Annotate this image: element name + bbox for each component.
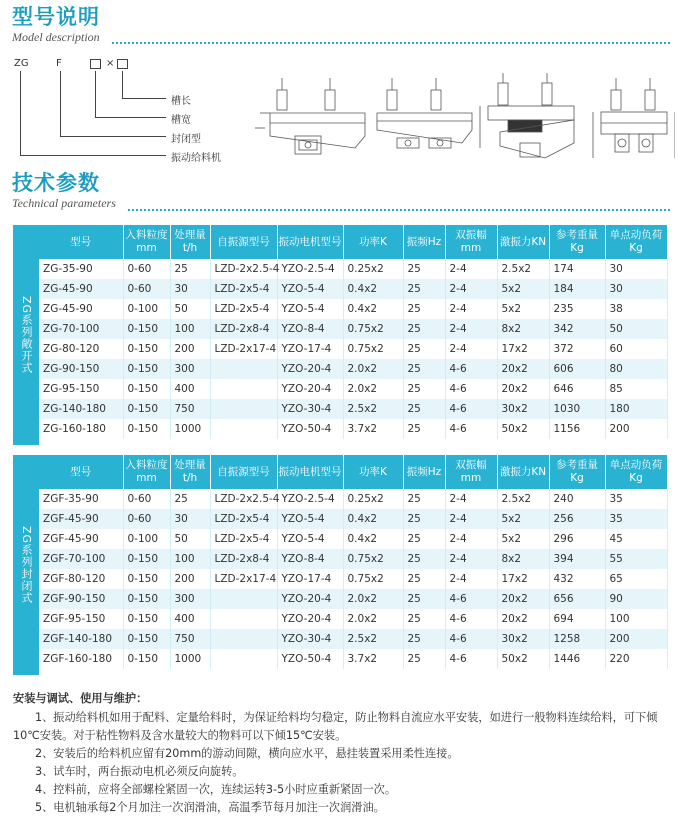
note-item: 1、振动给料机如用于配料、定量给料时，为保证给料均匀稳定，防止物料自流应水平安装，如进行一般物料连续给料，可下倾10℃安装。对于粘性物料及含水量较大的物料可以下倾15℃安装。	[13, 711, 658, 742]
table-cell: 394	[549, 549, 605, 569]
front-view-drawing-3	[480, 73, 574, 158]
table-cell: 300	[170, 589, 210, 609]
table-cell: 0-150	[123, 419, 170, 439]
table-cell: 100	[170, 549, 210, 569]
table-cell: 1446	[549, 649, 605, 669]
table-cell: 300	[170, 359, 210, 379]
table-cell: 656	[549, 589, 605, 609]
table-cell	[210, 629, 277, 649]
closed-type-table	[13, 455, 667, 675]
column-header: 入料粒度mm	[123, 225, 170, 259]
table-cell: 25	[403, 279, 445, 299]
table-cell: ZG-45-90	[39, 299, 123, 319]
table-cell: 0.75x2	[343, 549, 403, 569]
table-cell	[210, 419, 277, 439]
table-cell: 646	[549, 379, 605, 399]
column-header: 振动电机型号	[277, 225, 343, 259]
table-cell: 8x2	[497, 319, 549, 339]
table-cell: ZG-45-90	[39, 279, 123, 299]
table-cell: LZD-2x5-4	[210, 509, 277, 529]
table-cell: 200	[605, 629, 667, 649]
column-header: 单点动负荷Kg	[605, 225, 667, 259]
table-row	[39, 319, 667, 339]
table-row	[39, 399, 667, 419]
table-cell: 0-150	[123, 549, 170, 569]
table-cell: 30x2	[497, 399, 549, 419]
table-cell: LZD-2x2.5-4	[210, 489, 277, 509]
table-cell: 0-60	[123, 489, 170, 509]
table-cell: 2-4	[445, 259, 497, 279]
table-cell: ZGF-45-90	[39, 509, 123, 529]
table-header-row	[39, 455, 667, 489]
table-cell: ZGF-90-150	[39, 589, 123, 609]
table-cell: 25	[403, 609, 445, 629]
table-cell: YZO-5-4	[277, 279, 343, 299]
table-cell: 200	[170, 339, 210, 359]
table-cell: 80	[605, 359, 667, 379]
column-header: 激振力KN	[497, 225, 549, 259]
length-box	[117, 59, 128, 69]
table-cell: 25	[403, 629, 445, 649]
tech-section-header	[12, 170, 116, 210]
table-cell: 2.0x2	[343, 609, 403, 629]
table-cell: 4-6	[445, 419, 497, 439]
table-cell: 184	[549, 279, 605, 299]
table-row	[39, 509, 667, 529]
table-row	[39, 609, 667, 629]
table-row	[39, 569, 667, 589]
table-cell: LZD-2x8-4	[210, 549, 277, 569]
table-cell: 400	[170, 609, 210, 629]
tech-title: 技术参数	[12, 171, 100, 195]
table-cell: YZO-20-4	[277, 589, 343, 609]
table-row	[39, 589, 667, 609]
column-header: 参考重量Kg	[549, 455, 605, 489]
table-cell	[210, 379, 277, 399]
table-cell: 0.25x2	[343, 489, 403, 509]
table-cell: 432	[549, 569, 605, 589]
table-cell: 5x2	[497, 299, 549, 319]
table-row	[39, 299, 667, 319]
model-code-legend	[14, 58, 244, 164]
table-cell: 0-60	[123, 509, 170, 529]
table-cell: 372	[549, 339, 605, 359]
table-row	[39, 279, 667, 299]
table-cell: 0.25x2	[343, 259, 403, 279]
table-cell: 25	[403, 419, 445, 439]
table-cell: 750	[170, 399, 210, 419]
table-cell: 100	[170, 319, 210, 339]
table-cell: 0-150	[123, 399, 170, 419]
table-cell: 0-150	[123, 339, 170, 359]
table-cell: 2-4	[445, 339, 497, 359]
table-cell: 30x2	[497, 629, 549, 649]
table-cell: 25	[170, 489, 210, 509]
table-cell: ZG-35-90	[39, 259, 123, 279]
table-cell: YZO-30-4	[277, 399, 343, 419]
table-row	[39, 419, 667, 439]
table-cell: 0.75x2	[343, 569, 403, 589]
table-cell: 90	[605, 589, 667, 609]
table-cell: 4-6	[445, 379, 497, 399]
table-cell: 5x2	[497, 509, 549, 529]
table-cell: 256	[549, 509, 605, 529]
table-cell: 235	[549, 299, 605, 319]
table-cell: 17x2	[497, 339, 549, 359]
table-cell: 0-150	[123, 629, 170, 649]
table-row	[39, 339, 667, 359]
table-cell: 0-150	[123, 649, 170, 669]
table-cell: 50x2	[497, 649, 549, 669]
table-cell: 0-150	[123, 359, 170, 379]
table-cell: LZD-2x17-4	[210, 339, 277, 359]
table-cell: LZD-2x5-4	[210, 279, 277, 299]
divider	[128, 209, 670, 211]
table-cell: 50	[605, 319, 667, 339]
table-row	[39, 649, 667, 669]
table-cell: ZG-90-150	[39, 359, 123, 379]
table-cell: YZO-20-4	[277, 379, 343, 399]
side-view-drawing-2	[377, 78, 472, 148]
table-cell: ZGF-160-180	[39, 649, 123, 669]
table-cell: ZGF-140-180	[39, 629, 123, 649]
table-cell: 2.5x2	[343, 399, 403, 419]
table-cell: 50	[170, 299, 210, 319]
table-cell: 20x2	[497, 379, 549, 399]
table-cell: 400	[170, 379, 210, 399]
table-cell: ZG-95-150	[39, 379, 123, 399]
open-type-table	[13, 225, 667, 445]
table-cell: ZGF-80-120	[39, 569, 123, 589]
column-header: 处理量t/h	[170, 455, 210, 489]
installation-notes	[13, 690, 673, 817]
table-cell: 220	[605, 649, 667, 669]
table-cell: 25	[403, 359, 445, 379]
code-zg: ZG	[14, 58, 29, 69]
table-cell: 25	[403, 589, 445, 609]
note-item: 4、控料前，应将全部螺栓紧固一次，连续运转3-5小时应重新紧固一次。	[35, 783, 397, 796]
notes-title: 安装与调试、使用与维护：	[13, 692, 148, 705]
table-cell: 0-150	[123, 569, 170, 589]
table-cell	[210, 589, 277, 609]
table-cell: 0-150	[123, 589, 170, 609]
table-cell: 25	[403, 299, 445, 319]
legend-closed: 封闭型	[171, 134, 201, 145]
table-cell: 2.5x2	[343, 629, 403, 649]
feeder-drawings	[255, 68, 675, 168]
table-cell: 2.5x2	[497, 259, 549, 279]
table-cell: LZD-2x17-4	[210, 569, 277, 589]
table-cell: 5x2	[497, 279, 549, 299]
table-cell: 20x2	[497, 589, 549, 609]
table-cell: 8x2	[497, 549, 549, 569]
table-cell: YZO-5-4	[277, 509, 343, 529]
table1-side-label: ZG系列敞开式	[13, 225, 39, 445]
table-cell: 0.4x2	[343, 299, 403, 319]
column-header: 参考重量Kg	[549, 225, 605, 259]
table-cell: 2.0x2	[343, 359, 403, 379]
table-cell: 55	[605, 549, 667, 569]
table-cell: 2-4	[445, 319, 497, 339]
table-cell: 240	[549, 489, 605, 509]
table-cell: 25	[403, 399, 445, 419]
table-cell	[210, 649, 277, 669]
table-cell: YZO-5-4	[277, 299, 343, 319]
table-cell: YZO-50-4	[277, 419, 343, 439]
table-cell: 750	[170, 629, 210, 649]
table-cell: 100	[605, 609, 667, 629]
table-row	[39, 489, 667, 509]
legend-width: 槽宽	[171, 115, 191, 126]
table-cell: 3.7x2	[343, 419, 403, 439]
model-title: 型号说明	[12, 5, 100, 29]
table-cell: 25	[403, 509, 445, 529]
table-cell: 4-6	[445, 609, 497, 629]
table-row	[39, 549, 667, 569]
table-cell: 2.5x2	[497, 489, 549, 509]
note-item: 3、试车时，两台振动电机必须反向旋转。	[35, 765, 244, 778]
table-cell: 0-100	[123, 299, 170, 319]
column-header: 振频Hz	[403, 225, 445, 259]
column-header: 激振力KN	[497, 455, 549, 489]
column-header: 处理量t/h	[170, 225, 210, 259]
table-cell: 25	[403, 339, 445, 359]
table-cell: LZD-2x8-4	[210, 319, 277, 339]
table-cell: ZGF-70-100	[39, 549, 123, 569]
column-header: 振动电机型号	[277, 455, 343, 489]
table2-side-label: ZG系列封闭式	[13, 455, 39, 675]
model-subtitle: Model description	[12, 30, 100, 44]
table-cell: 2-4	[445, 569, 497, 589]
table-cell: 180	[605, 399, 667, 419]
table-cell: LZD-2x5-4	[210, 529, 277, 549]
table-cell: 1156	[549, 419, 605, 439]
table-cell: 2-4	[445, 299, 497, 319]
table-cell: 25	[170, 259, 210, 279]
table-cell: YZO-17-4	[277, 569, 343, 589]
table-cell: 25	[403, 259, 445, 279]
table-cell: 20x2	[497, 609, 549, 629]
table-cell: 0-100	[123, 529, 170, 549]
closed-type-spec-table	[39, 455, 668, 669]
table-cell: 30	[605, 279, 667, 299]
table-cell: 20x2	[497, 359, 549, 379]
table-cell: YZO-8-4	[277, 549, 343, 569]
table-cell: YZO-20-4	[277, 359, 343, 379]
column-header: 入料粒度mm	[123, 455, 170, 489]
table-row	[39, 379, 667, 399]
table-row	[39, 629, 667, 649]
table-cell: ZG-80-120	[39, 339, 123, 359]
open-type-spec-table	[39, 225, 668, 439]
table-cell: 0.4x2	[343, 509, 403, 529]
table-cell: 2-4	[445, 529, 497, 549]
tech-subtitle: Technical parameters	[12, 196, 116, 210]
note-item: 5、电机轴承每2个月加注一次润滑油，高温季节每月加注一次润滑油。	[35, 801, 385, 814]
table-cell: 4-6	[445, 649, 497, 669]
table-cell: 1000	[170, 419, 210, 439]
column-header: 型号	[39, 455, 123, 489]
table-cell: 2.0x2	[343, 379, 403, 399]
table-cell: YZO-2.5-4	[277, 489, 343, 509]
table-cell: 25	[403, 319, 445, 339]
divider	[112, 42, 670, 44]
table-cell: 25	[403, 489, 445, 509]
table-cell: ZG-140-180	[39, 399, 123, 419]
table-cell: 17x2	[497, 569, 549, 589]
model-section-header	[12, 4, 100, 44]
table-cell: 1000	[170, 649, 210, 669]
table-cell: 0.75x2	[343, 339, 403, 359]
table-cell: 1258	[549, 629, 605, 649]
table-cell: 2.0x2	[343, 589, 403, 609]
table-cell: YZO-30-4	[277, 629, 343, 649]
note-item: 2、安装后的给料机应留有20mm的游动间隙，横向应水平，悬挂装置采用柔性连接。	[35, 747, 459, 760]
table-cell: 65	[605, 569, 667, 589]
table-cell: 50	[170, 529, 210, 549]
table-cell	[210, 359, 277, 379]
table-cell: 2-4	[445, 509, 497, 529]
column-header: 振频Hz	[403, 455, 445, 489]
column-header: 功率K	[343, 455, 403, 489]
column-header: 自振源型号	[210, 455, 277, 489]
table-cell: 2-4	[445, 489, 497, 509]
table-cell: 0.4x2	[343, 279, 403, 299]
table-cell: 296	[549, 529, 605, 549]
column-header: 自振源型号	[210, 225, 277, 259]
table-cell: ZGF-45-90	[39, 529, 123, 549]
table-cell: 30	[170, 279, 210, 299]
table-cell: 200	[605, 419, 667, 439]
table-cell: 50x2	[497, 419, 549, 439]
column-header: 双振幅mm	[445, 455, 497, 489]
table-cell: 3.7x2	[343, 649, 403, 669]
table-cell: ZGF-35-90	[39, 489, 123, 509]
table-cell: YZO-17-4	[277, 339, 343, 359]
table-cell: ZG-160-180	[39, 419, 123, 439]
side-view-drawing-1	[255, 78, 365, 154]
table-cell: YZO-20-4	[277, 609, 343, 629]
table-cell: ZGF-95-150	[39, 609, 123, 629]
table-cell: 35	[605, 489, 667, 509]
table-row	[39, 359, 667, 379]
table-cell: 25	[403, 549, 445, 569]
table-cell: 0-150	[123, 319, 170, 339]
table-cell: 2-4	[445, 279, 497, 299]
table-row	[39, 259, 667, 279]
table-cell: 45	[605, 529, 667, 549]
table-cell: 5x2	[497, 529, 549, 549]
table-cell: 85	[605, 379, 667, 399]
column-header: 功率K	[343, 225, 403, 259]
table-cell: 25	[403, 379, 445, 399]
table-cell: YZO-5-4	[277, 529, 343, 549]
table-cell: 38	[605, 299, 667, 319]
table-cell	[210, 609, 277, 629]
table-cell: 1030	[549, 399, 605, 419]
code-f: F	[56, 58, 62, 69]
table-cell: 60	[605, 339, 667, 359]
table-cell: 0-60	[123, 259, 170, 279]
table-header-row	[39, 225, 667, 259]
table-cell: 4-6	[445, 359, 497, 379]
width-box	[90, 59, 101, 69]
table-cell: 694	[549, 609, 605, 629]
table-cell: 4-6	[445, 589, 497, 609]
front-view-drawing-4	[593, 78, 675, 158]
column-header: 单点动负荷Kg	[605, 455, 667, 489]
table-cell: LZD-2x5-4	[210, 299, 277, 319]
table-cell: 2-4	[445, 549, 497, 569]
table-cell: 200	[170, 569, 210, 589]
table-cell: 30	[605, 259, 667, 279]
table-cell: YZO-50-4	[277, 649, 343, 669]
table-cell: 30	[170, 509, 210, 529]
column-header: 双振幅mm	[445, 225, 497, 259]
table-cell: 342	[549, 319, 605, 339]
table-cell: 0-150	[123, 379, 170, 399]
table-cell: LZD-2x2.5-4	[210, 259, 277, 279]
table-cell: 35	[605, 509, 667, 529]
table-cell: 25	[403, 569, 445, 589]
table-cell	[210, 399, 277, 419]
table-cell: 174	[549, 259, 605, 279]
table-cell: 0-60	[123, 279, 170, 299]
table-cell: 0.4x2	[343, 529, 403, 549]
table-cell: 0-150	[123, 609, 170, 629]
table-cell: 0.75x2	[343, 319, 403, 339]
table-cell: YZO-8-4	[277, 319, 343, 339]
table-cell: YZO-2.5-4	[277, 259, 343, 279]
table-cell: 25	[403, 529, 445, 549]
legend-length: 槽长	[171, 96, 191, 107]
table-cell: 4-6	[445, 629, 497, 649]
table-cell: 4-6	[445, 399, 497, 419]
table-cell: 25	[403, 649, 445, 669]
legend-feeder: 振动给料机	[171, 153, 221, 164]
table-row	[39, 529, 667, 549]
table-cell: 606	[549, 359, 605, 379]
column-header: 型号	[39, 225, 123, 259]
table-cell: ZG-70-100	[39, 319, 123, 339]
times-sign: ×	[106, 58, 115, 69]
